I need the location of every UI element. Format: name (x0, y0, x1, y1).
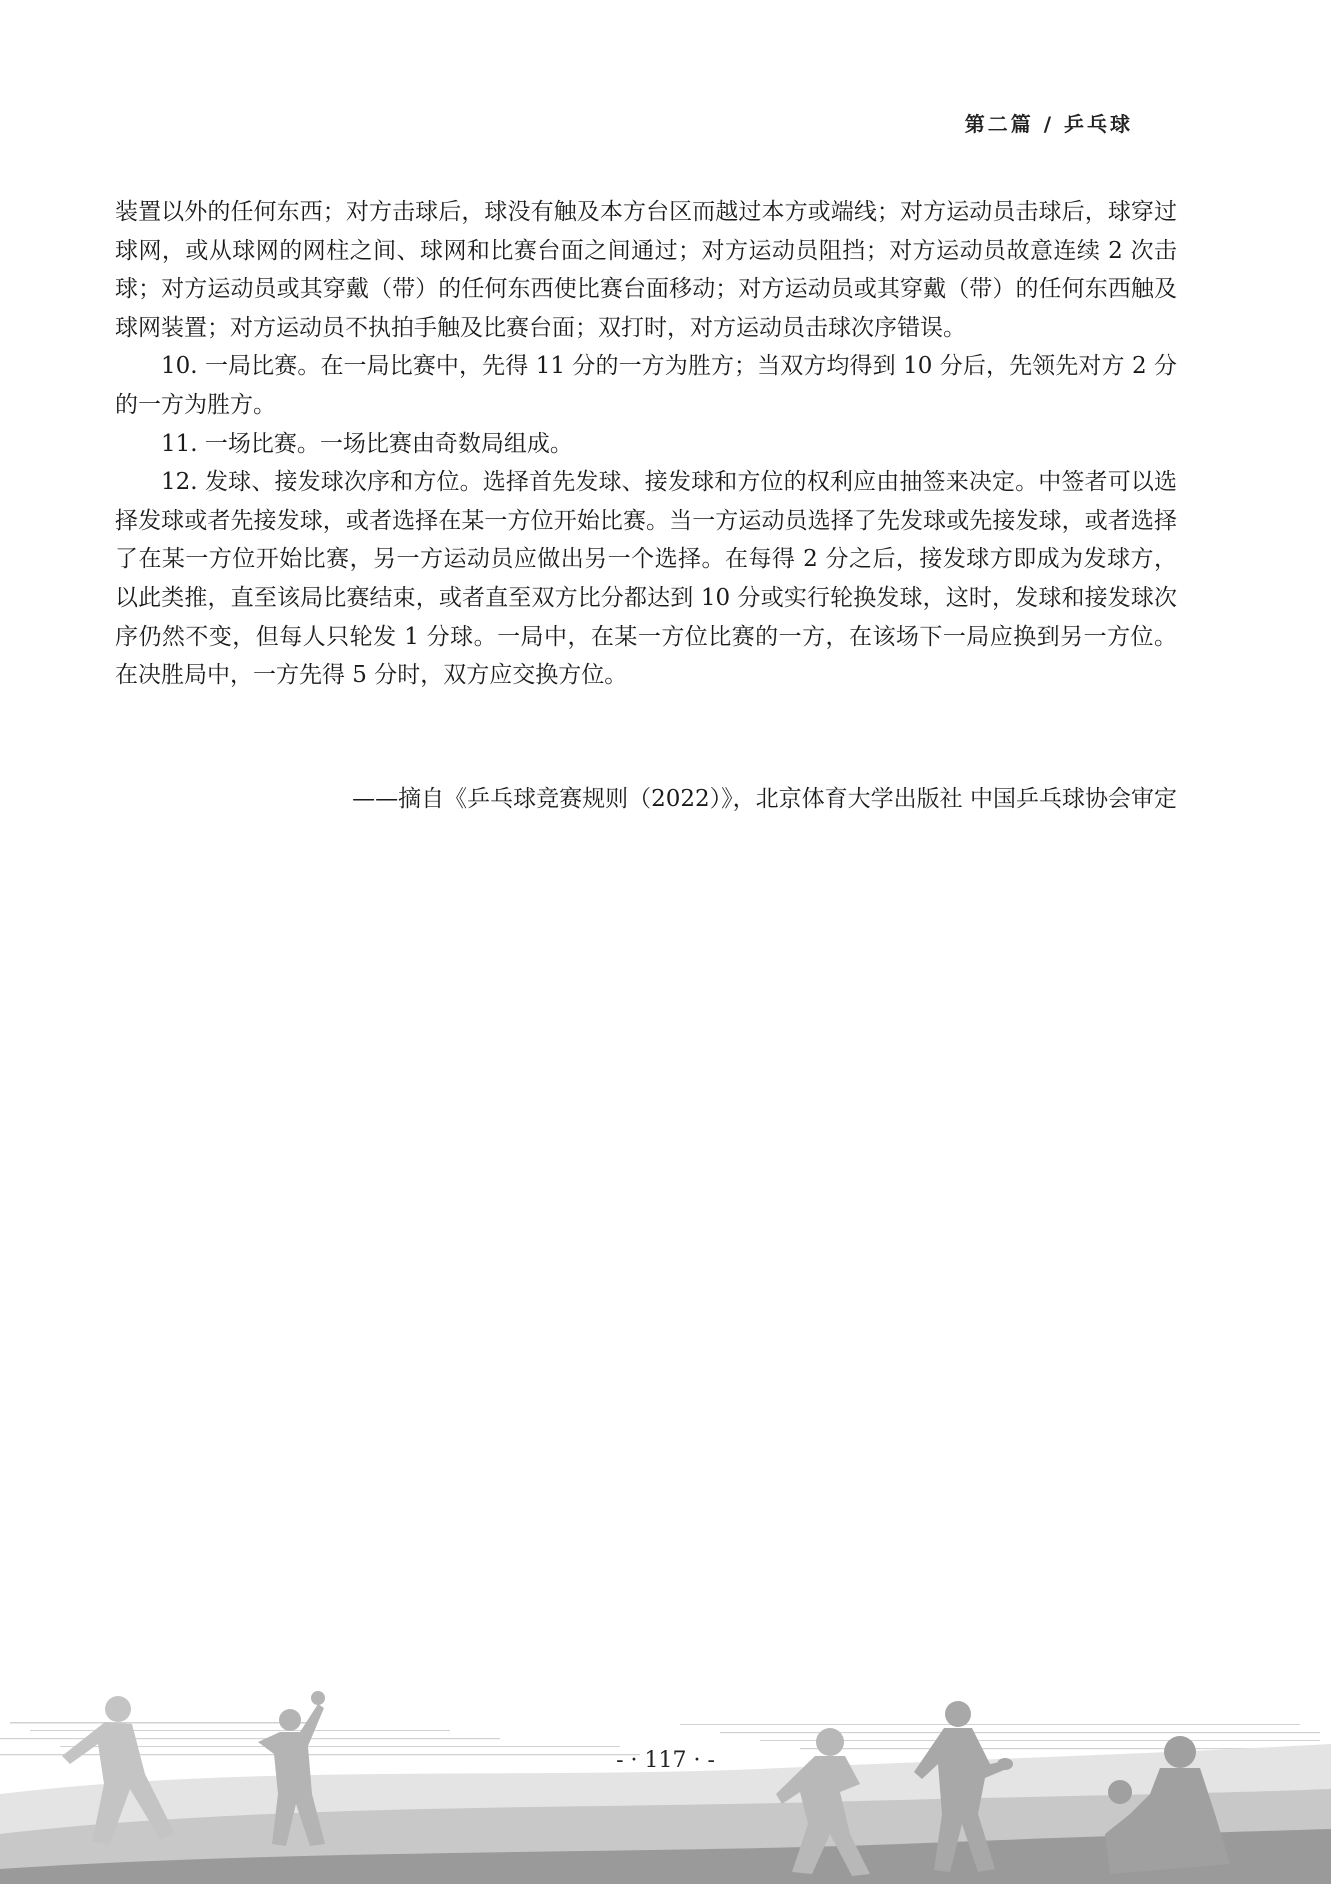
body-text (115, 193, 1177, 695)
table-tennis-players-silhouette-icon (0, 1684, 1331, 1884)
page-number: - · 117 · - (616, 1748, 715, 1773)
paragraph-continuation: 装置以外的任何东西；对方击球后，球没有触及本方台区而越过本方或端线；对方运动员击球后，球穿过球网，或从球网的网柱之间、球网和比赛台面之间通过；对方运动员阻挡；对方运动员故意连续 2 次击球；对方运动员或其穿戴（带）的任何东西使比赛台面移动；对方运动员或其穿戴（带）的任何东西触及球网装置；对方运动员不执拍手触及比赛台面；双打时，对方运动员击球次序错误。 (115, 199, 1177, 341)
source-citation: ——摘自《乒乓球竞赛规则（2022）》，北京体育大学出版社 中国乒乓球协会审定 (352, 786, 1177, 812)
paragraph-rule-11: 11. 一场比赛。一场比赛由奇数局组成。 (161, 430, 573, 457)
running-head: 第二篇 / 乒乓球 (964, 112, 1133, 136)
paragraph-rule-12: 12. 发球、接发球次序和方位。选择首先发球、接发球和方位的权利应由抽签来决定。中签者可以选择发球或者先接发球，或者选择在某一方位开始比赛。当一方运动员选择了先发球或先接发球，或者选择了在某一方位开始比赛，另一方运动员应做出另一个选择。在每得 2 分之后，接发球方即成为发球方，以此类推，直至该局比赛结束，或者直至双方比分都达到 10 分或实行轮换发球，这时，发球和接发球次序仍然不变，但每人只轮发 1 分球。一局中，在某一方位比赛的一方，在该场下一局应换到另一方位。在决胜局中，一方先得 5 分时，双方应交换方位。 (115, 469, 1177, 689)
paragraph-rule-10: 10. 一局比赛。在一局比赛中，先得 11 分的一方为胜方；当双方均得到 10 分后，先领先对方 2 分的一方为胜方。 (115, 353, 1177, 418)
